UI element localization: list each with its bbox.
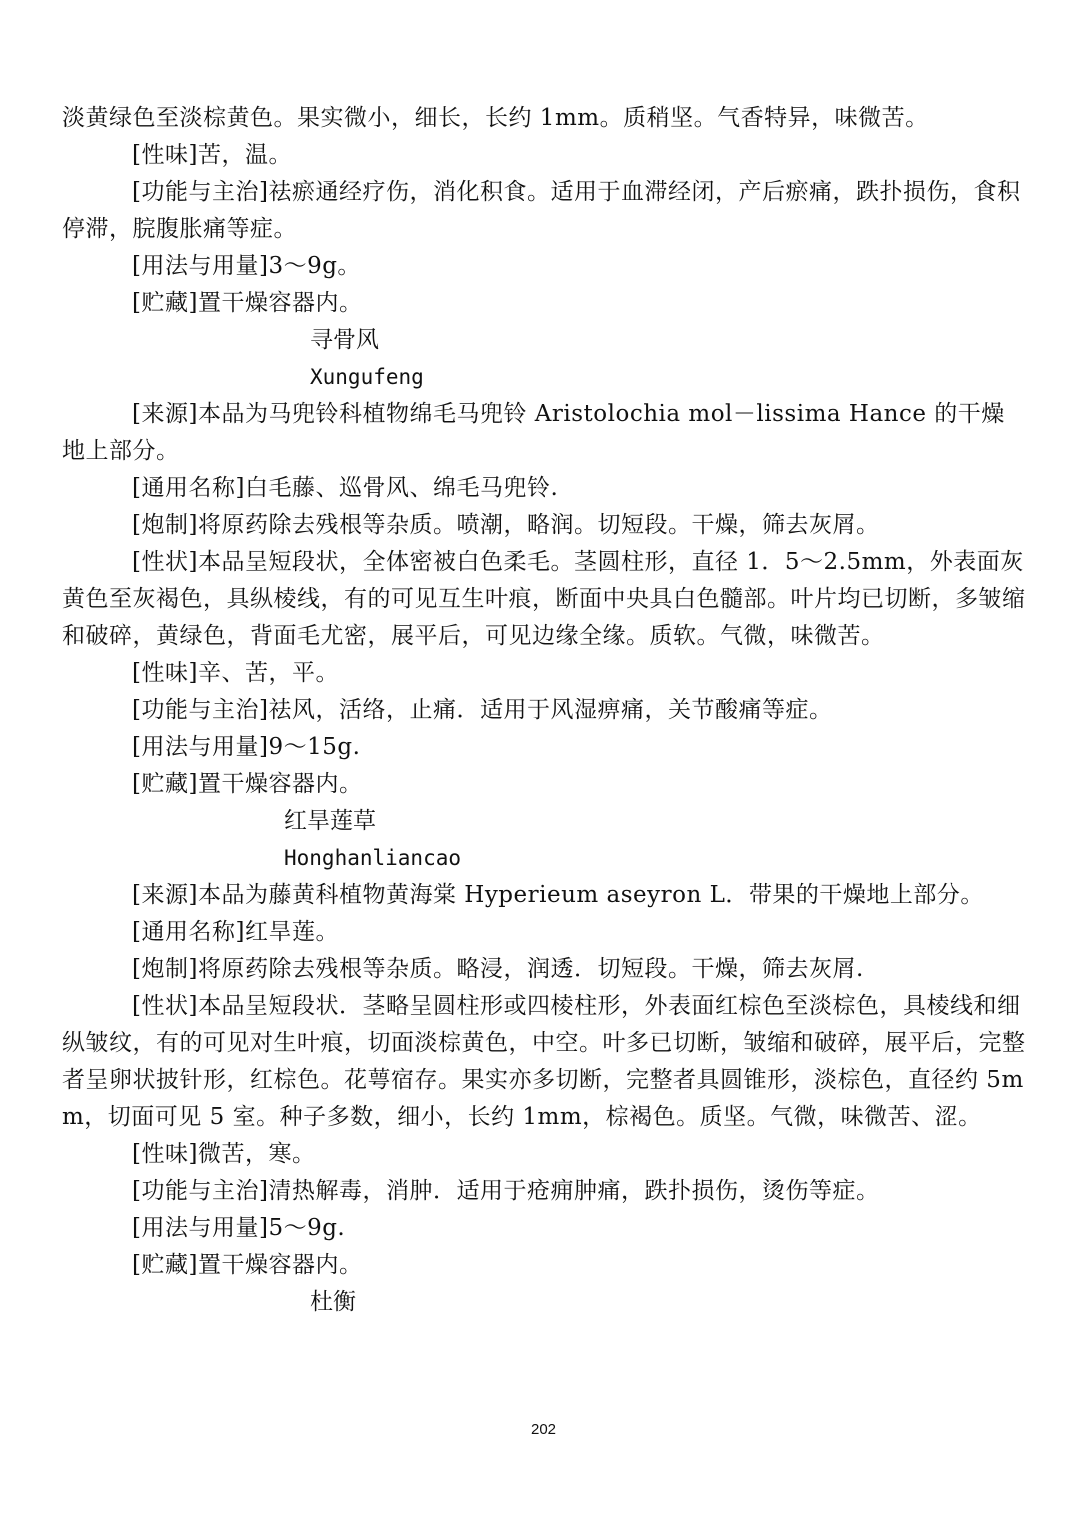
entry-title-xungufeng: 寻骨风: [310, 327, 379, 353]
page-number: 202: [530, 1421, 557, 1438]
paragraph-yongfa: [用法与用量]9～15g.: [132, 734, 361, 760]
entry-pinyin-honghanliancao: Honghanliancao: [284, 846, 462, 870]
paragraph-yongfa: [用法与用量]3～9g。: [132, 253, 361, 279]
paragraph-xingzhuang: [性状]本品呈短段状．茎略呈圆柱形或四棱柱形，外表面红棕色至淡棕色，具棱线和细纵皱纹，有的可见对生叶痕，切面淡棕黄色，中空。叶多已切断，皱缩和破碎，展平后，完整者呈卵状披针形，红棕色。花萼宿存。果实亦多切断，完整者具圆锥形，淡棕色，直径约 5mm，切面可见 5 室。种子多数，细小，长约 1mm，棕褐色。质坚。气微，味微苦、涩。: [62, 993, 1026, 1130]
paragraph-tongyong: [通用名称]白毛藤、巡骨风、绵毛马兜铃.: [132, 475, 559, 501]
entry-title-duheng: 杜衡: [310, 1289, 356, 1315]
entry-pinyin-xungufeng: Xungufeng: [310, 365, 424, 389]
paragraph-tongyong: [通用名称]红旱莲。: [132, 919, 339, 945]
paragraph-zhucang: [贮藏]置干燥容器内。: [132, 771, 363, 797]
document-page: [62, 100, 1028, 1321]
paragraph-zhucang: [贮藏]置干燥容器内。: [132, 1252, 363, 1278]
paragraph-xingwei: [性味]辛、苦，平。: [132, 660, 339, 686]
paragraph-paozhi: [炮制]将原药除去残根等杂质。略浸，润透．切短段。干燥，筛去灰屑.: [132, 956, 864, 982]
paragraph-zhucang: [贮藏]置干燥容器内。: [132, 290, 363, 316]
paragraph-laiyuan: [来源]本品为藤黄科植物黄海棠 Hyperieum aseyron L．带果的干燥地上部分。: [132, 882, 984, 908]
paragraph-xingwei: [性味]苦，温。: [132, 142, 292, 168]
paragraph-continued: 淡黄绿色至淡棕黄色。果实微小，细长，长约 1mm。质稍坚。气香特异，味微苦。: [62, 105, 929, 131]
paragraph-xingzhuang: [性状]本品呈短段状，全体密被白色柔毛。茎圆柱形，直径 1．5～2.5mm，外表面灰黄色至灰褐色，具纵棱线，有的可见互生叶痕，断面中央具白色髓部。叶片均已切断，多皱缩和破碎，黄绿色，背面毛尤密，展平后，可见边缘全缘。质软。气微，味微苦。: [62, 549, 1026, 649]
paragraph-gongneng: [功能与主治]祛瘀通经疗伤，消化积食。适用于血滞经闭，产后瘀痛，跌扑损伤，食积停滞，脘腹胀痛等症。: [62, 179, 1021, 242]
paragraph-xingwei: [性味]微苦，寒。: [132, 1141, 316, 1167]
paragraph-gongneng: [功能与主治]祛风，活络，止痛．适用于风湿痹痛，关节酸痛等症。: [132, 697, 833, 723]
paragraph-paozhi: [炮制]将原药除去残根等杂质。喷潮，略润。切短段。干燥，筛去灰屑。: [132, 512, 880, 538]
paragraph-yongfa: [用法与用量]5～9g.: [132, 1215, 346, 1241]
paragraph-laiyuan: [来源]本品为马兜铃科植物绵毛马兜铃 Aristolochia mol－lissima Hance 的干燥地上部分。: [62, 401, 1005, 464]
entry-title-honghanliancao: 红旱莲草: [284, 808, 376, 834]
paragraph-gongneng: [功能与主治]清热解毒，消肿．适用于疮痈肿痛，跌扑损伤，烫伤等症。: [132, 1178, 880, 1204]
